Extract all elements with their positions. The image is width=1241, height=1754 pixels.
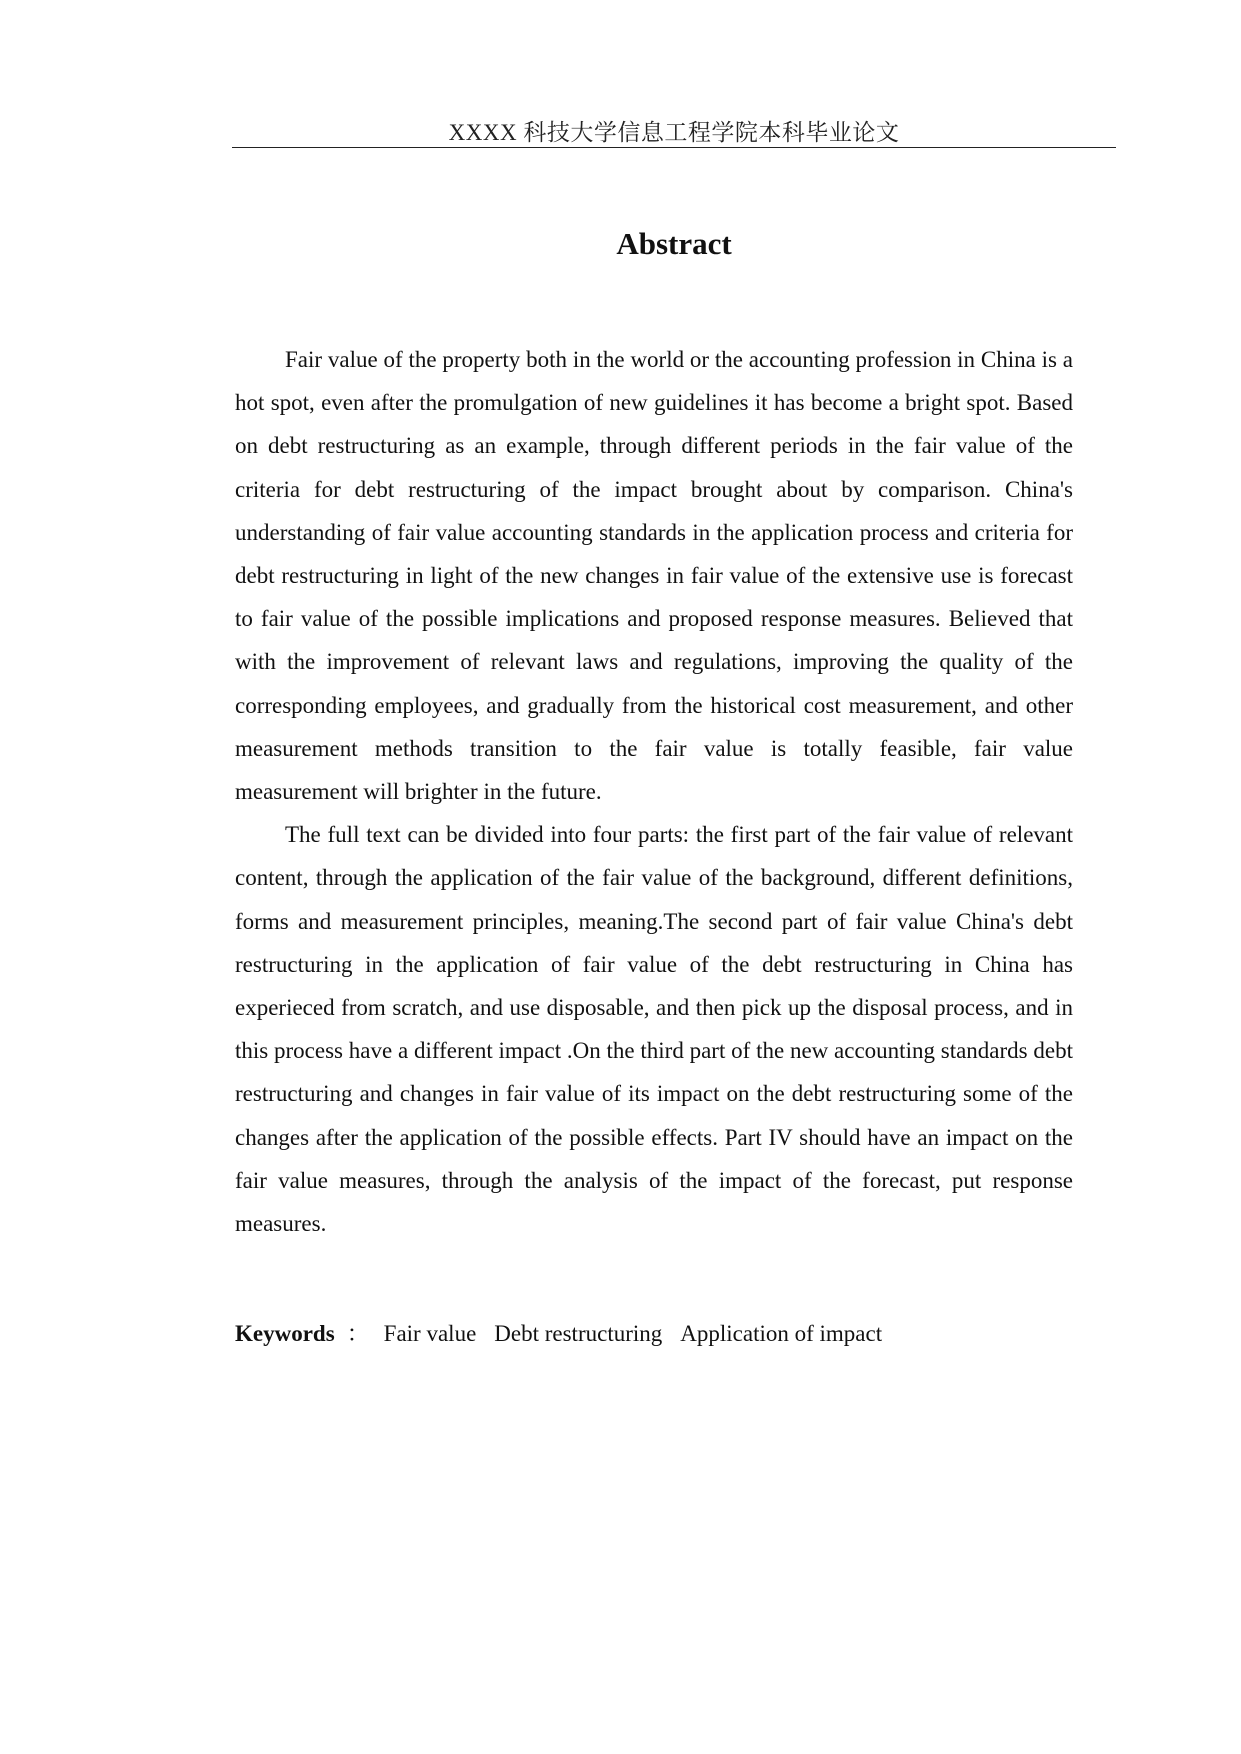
abstract-paragraph-2: The full text can be divided into four parts: the first part of the fair value of relevant content, through the application of the fair value of the background, different definitions, forms and measurement principles, meaning.The second part of fair value China's debt restructuring in the application of fair value of the debt restructuring in China has experieced from scratch, and use disposable, and then pick up the disposal process, and in this process have a different impact .On the third part of the new accounting standards debt restructuring and changes in fair value of its impact on the debt restructuring some of the changes after the application of the possible effects. Part IV should have an impact on the fair value measures, through the analysis of the impact of the forecast, put response measures. [235, 822, 1073, 1237]
keywords-line [235, 1312, 1073, 1355]
abstract-paragraph-1: Fair value of the property both in the world or the accounting profession in China is a hot spot, even after the promulgation of new guidelines it has become a bright spot. Based on debt restructuring as an example, through different periods in the fair value of the criteria for debt restructuring of the impact brought about by comparison. China's understanding of fair value accounting standards in the application process and criteria for debt restructuring in light of the new changes in fair value of the extensive use is forecast to fair value of the possible implications and proposed response measures. Believed that with the improvement of relevant laws and regulations, improving the quality of the corresponding employees, and gradually from the historical cost measurement, and other measurement methods transition to the fair value is totally feasible, fair value measurement will brighter in the future. [235, 347, 1073, 805]
keywords-separator: ： [346, 1321, 370, 1346]
keywords-label: Keywords [235, 1321, 335, 1346]
abstract-body [235, 338, 1073, 1245]
keyword-item: Debt restructuring [494, 1321, 663, 1346]
abstract-title: Abstract [616, 226, 732, 261]
keyword-item: Application of impact [680, 1321, 883, 1346]
header-rule [232, 147, 1116, 148]
running-header: XXXX 科技大学信息工程学院本科毕业论文 [448, 120, 900, 145]
keyword-item: Fair value [383, 1321, 477, 1346]
